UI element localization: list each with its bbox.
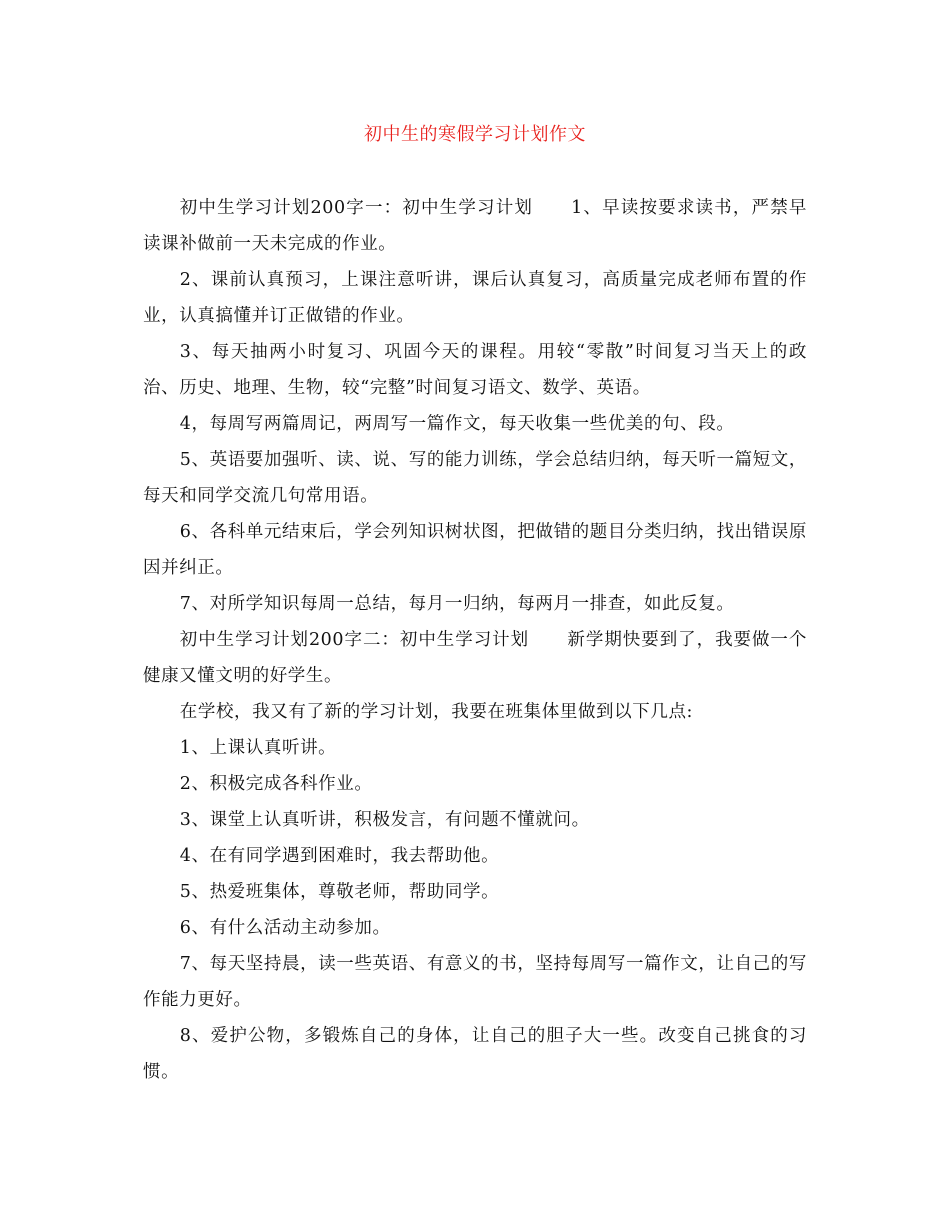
paragraph-10: 1、上课认真听讲。 [179, 738, 337, 758]
document-title: 初中生的寒假学习计划作文 [364, 124, 586, 145]
paragraph-5: 5、英语要加强听、读、说、写的能力训练，学会总结归纳，每天听一篇短文，每天和同学交流几句常用语。 [143, 450, 807, 506]
paragraph-8 [143, 622, 807, 694]
paragraph-15: 6、有什么活动主动参加。 [179, 918, 391, 938]
paragraph-9: 在学校，我又有了新的学习计划，我要在班集体里做到以下几点: [179, 702, 694, 722]
paragraph-14: 5、热爱班集体，尊敬老师，帮助同学。 [179, 882, 500, 902]
paragraph-1 [143, 190, 807, 262]
paragraph-1-rest: 1、早读按要求读书，严禁早读课补做前一天未完成的作业。 [143, 198, 808, 254]
document-body [143, 190, 807, 1090]
paragraph-17: 8、爱护公物，多锻炼自己的身体，让自己的胆子大一些。改变自己挑食的习惯。 [143, 1026, 807, 1082]
paragraph-8-lead: 初中生学习计划200字二：初中生学习计划 [179, 630, 530, 650]
paragraph-8-rest: 新学期快要到了，我要做一个健康又懂文明的好学生。 [143, 630, 807, 686]
paragraph-4: 4，每周写两篇周记，两周写一篇作文，每天收集一些优美的句、段。 [179, 414, 735, 434]
paragraph-7: 7、对所学知识每周一总结，每月一归纳，每两月一排查，如此反复。 [179, 594, 735, 614]
paragraph-16: 7、每天坚持晨，读一些英语、有意义的书，坚持每周写一篇作文，让自己的写作能力更好。 [143, 954, 807, 1010]
paragraph-13: 4、在有同学遇到困难时，我去帮助他。 [179, 846, 500, 866]
paragraph-1-lead: 初中生学习计划200字一：初中生学习计划 [179, 198, 534, 218]
paragraph-11: 2、积极完成各科作业。 [179, 774, 373, 794]
paragraph-2: 2、课前认真预习，上课注意听讲，课后认真复习，高质量完成老师布置的作业，认真搞懂并订正做错的作业。 [143, 270, 807, 326]
paragraph-6: 6、各科单元结束后，学会列知识树状图，把做错的题目分类归纳，找出错误原因并纠正。 [143, 522, 807, 578]
paragraph-12: 3、课堂上认真听讲，积极发言，有问题不懂就问。 [179, 810, 590, 830]
paragraph-3: 3、每天抽两小时复习、巩固今天的课程。用较“零散”时间复习当天上的政治、历史、地理、生物，较“完整”时间复习语文、数学、英语。 [143, 342, 807, 398]
